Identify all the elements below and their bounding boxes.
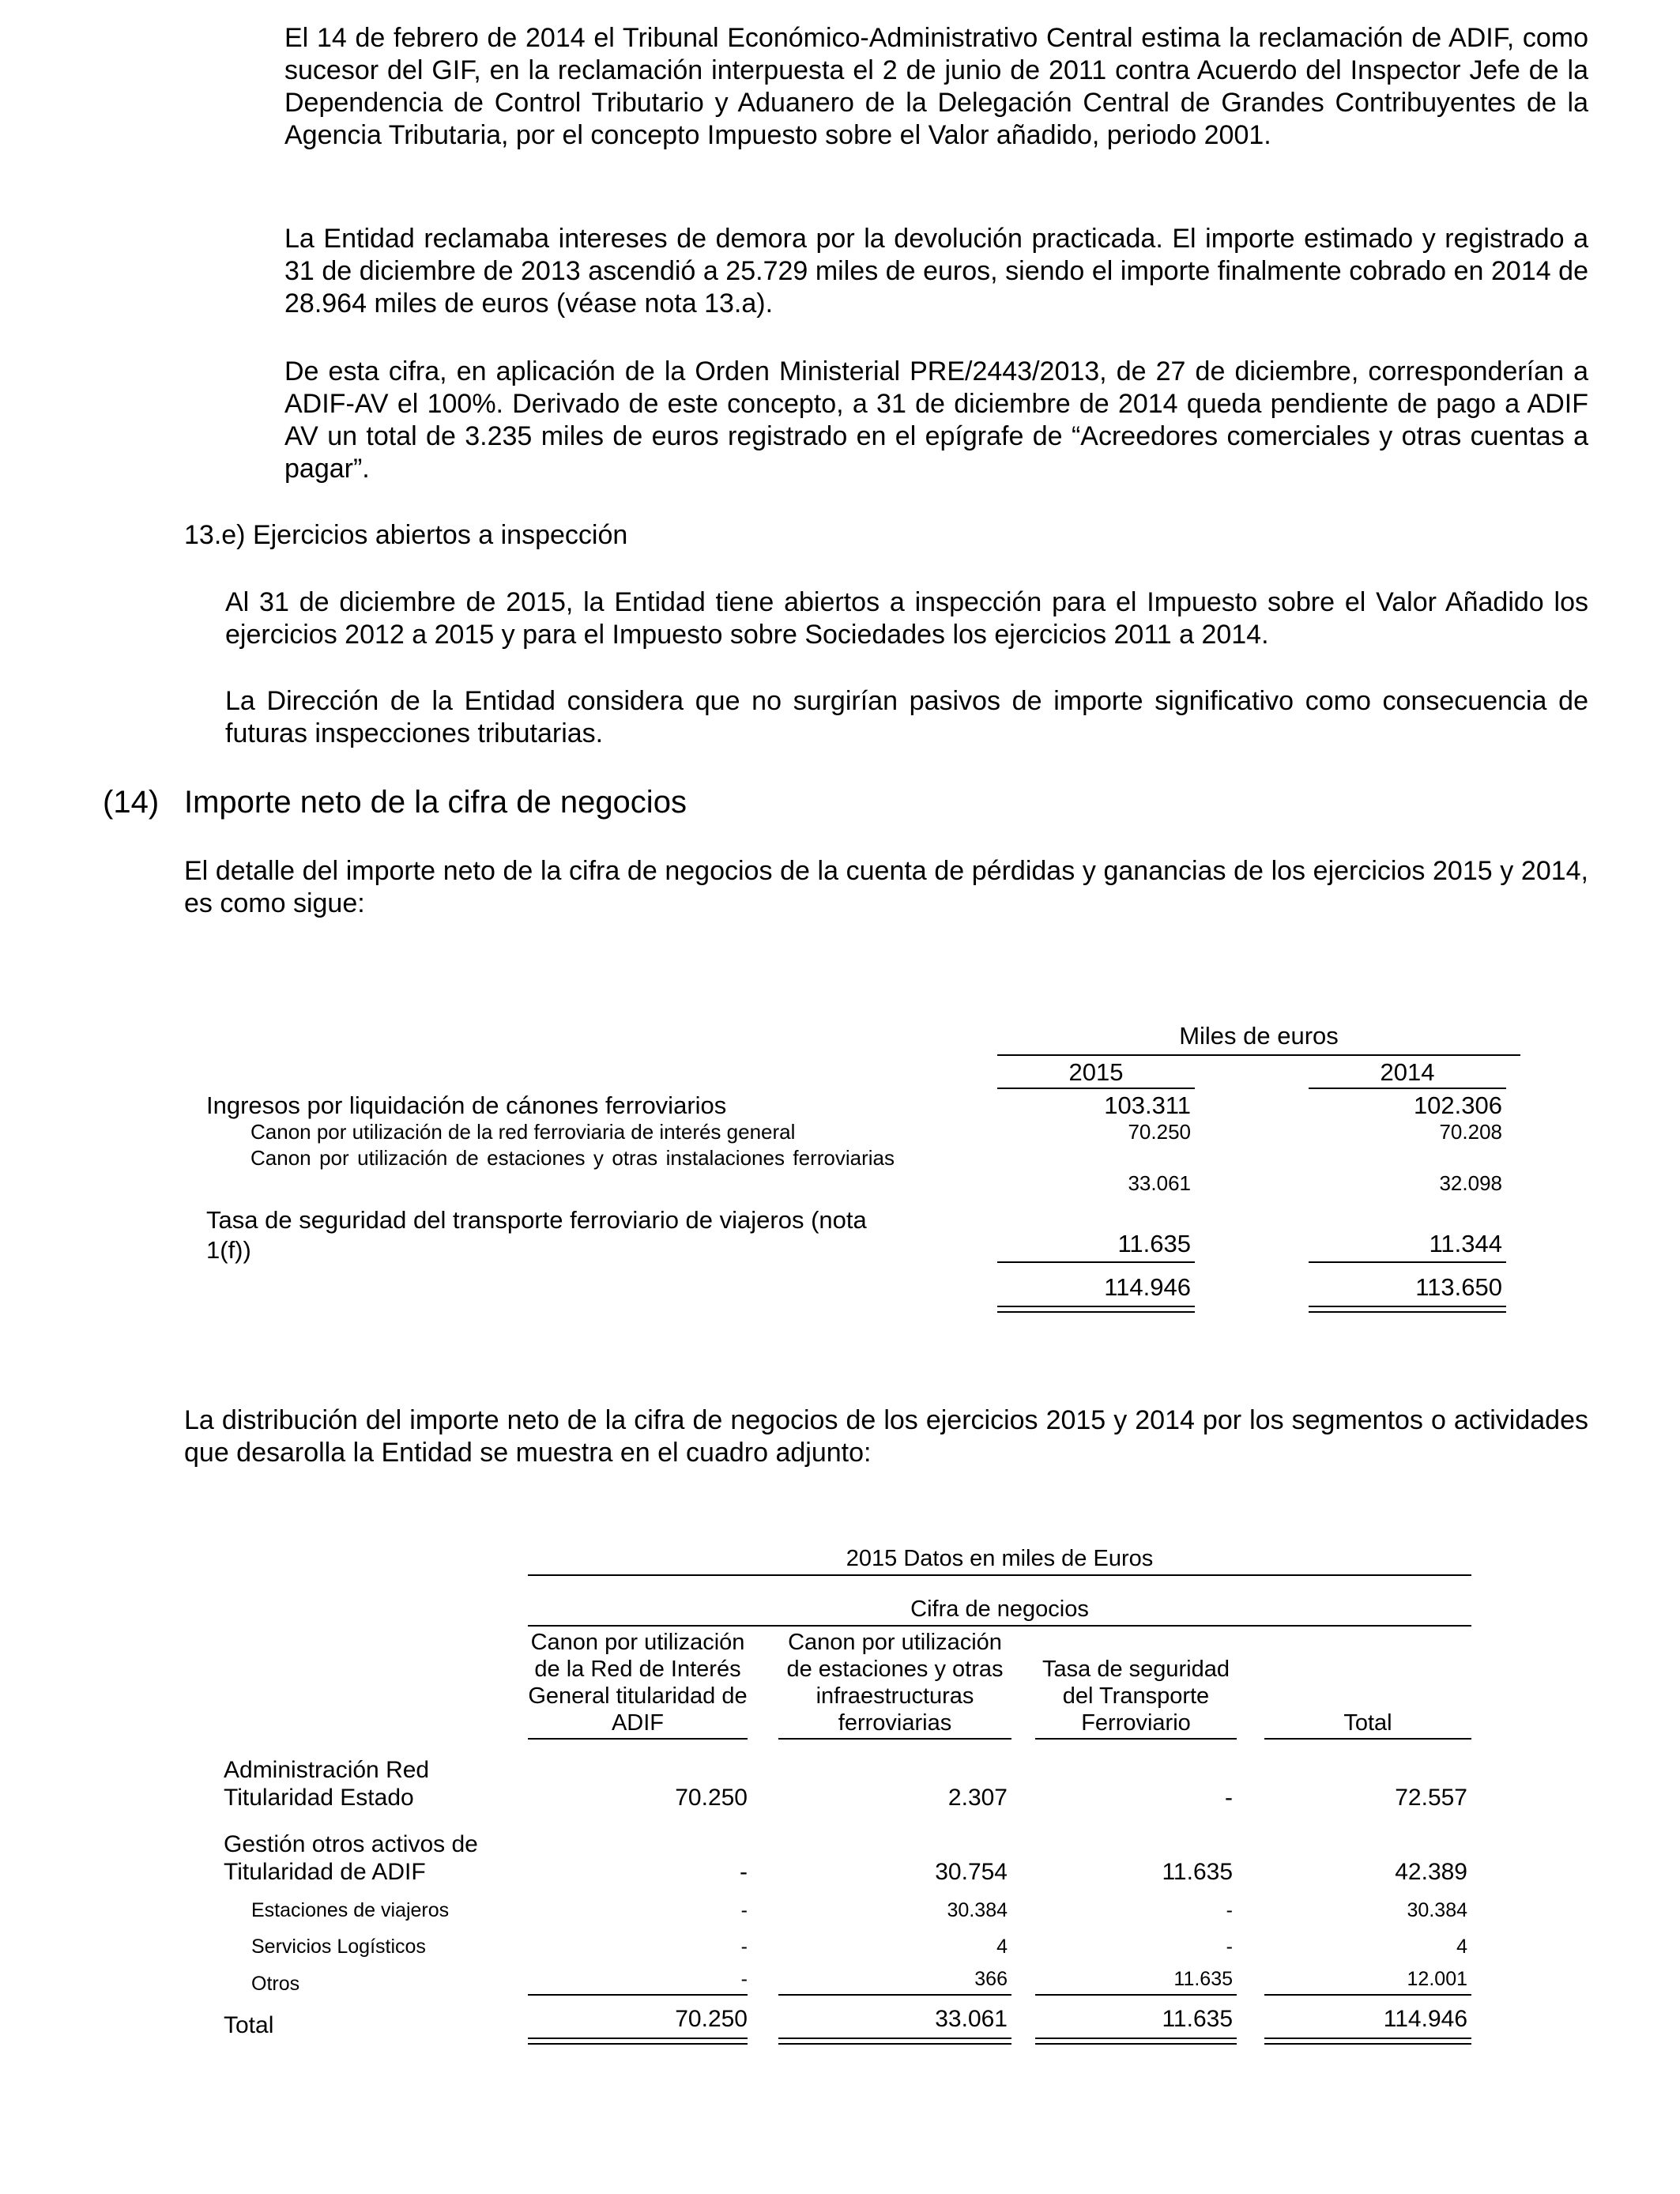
cell-value: 4: [996, 1936, 1008, 1958]
row-label-passenger-stations: Estaciones de viajeros: [251, 1899, 450, 1921]
paragraph-teac-resolution: El 14 de febrero de 2014 el Tribunal Económico-Administrativo Central estima la reclamación de ADIF, como sucesor del GIF, en la reclamación interpuesta el 2 de junio de 2011 contra Acuerdo del Inspector Jefe de la Dependencia de Control Tributario y Aduanero de la Delegación Central de Grandes Contribuyentes de la Agencia Tributaria, por el concepto Impuesto sobre el Valor añadido, periodo 2001.: [284, 23, 1588, 150]
row-label-stations-canon: Canon por utilización de estaciones y otras instalaciones ferroviarias: [250, 1146, 895, 1170]
header-rule: [997, 1054, 1520, 1056]
total-2015: 114.946: [1104, 1273, 1191, 1301]
column-header-2014: 2014: [1380, 1058, 1435, 1086]
paragraph-open-years: Al 31 de diciembre de 2015, la Entidad tiene abiertos a inspección para el Impuesto sobre el Valor Añadido los ejercicios 2012 a 2015 y para el Impuesto sobre Sociedades los ejercicios 2011 a 2014.: [225, 587, 1588, 650]
group-rule: [528, 1625, 1471, 1627]
value-2014: 102.306: [1413, 1091, 1502, 1119]
cell-value: 30.754: [935, 1859, 1008, 1885]
value-2015: 103.311: [1104, 1091, 1191, 1119]
total-double-rule-2014: [1309, 1306, 1506, 1313]
value-2014: 70.208: [1439, 1120, 1502, 1144]
cell-value: 2.307: [947, 1785, 1008, 1811]
total-double-rule-2015: [997, 1306, 1195, 1313]
cell-value: -: [1225, 1785, 1233, 1811]
value-2014: 32.098: [1439, 1171, 1502, 1195]
cell-value: 30.384: [1407, 1899, 1467, 1921]
row-label-red-canon: Canon por utilización de la red ferroviaria de interés general: [250, 1120, 796, 1144]
total-double-rule: [1264, 2038, 1471, 2045]
total-2014: 113.650: [1415, 1273, 1502, 1301]
cell-value: 4: [1456, 1936, 1467, 1958]
subtotal-rule: [1035, 1994, 1237, 1996]
total-value: 11.635: [1162, 2006, 1233, 2032]
subtotal-rule-2014: [1309, 1261, 1506, 1263]
paragraph-segment-intro: La distribución del importe neto de la cifra de negocios de los ejercicios 2015 y 2014 por los segmentos o actividades que desarolla la Entidad se muestra en el cuadro adjunto:: [184, 1405, 1588, 1468]
subtotal-rule: [528, 1994, 748, 1996]
column-rule-2014: [1309, 1088, 1506, 1089]
section-heading-13e: 13.e) Ejercicios abiertos a inspección: [184, 520, 628, 550]
cell-value: -: [740, 1859, 748, 1885]
value-2015: 11.635: [1117, 1230, 1191, 1257]
column-header-2015: 2015: [1068, 1058, 1124, 1086]
cell-value: 70.250: [675, 1785, 748, 1811]
column-rule: [1035, 1738, 1237, 1740]
column-header-stations-canon: Canon por utilización de estaciones y otras infraestructuras ferroviarias: [786, 1630, 1004, 1736]
column-rule: [778, 1738, 1011, 1740]
row-label-cannons: Ingresos por liquidación de cánones ferroviarios: [206, 1091, 727, 1119]
paragraph-late-interest: La Entidad reclamaba intereses de demora por la devolución practicada. El importe estimado y registrado a 31 de diciembre de 2013 ascendió a 25.729 miles de euros, siendo el importe finalmente cobrado en 2014 de 28.964 miles de euros (véase nota 13.a).: [284, 224, 1588, 319]
title-rule: [528, 1574, 1471, 1576]
cell-value: 42.389: [1395, 1859, 1467, 1885]
subtotal-rule: [1264, 1994, 1471, 1996]
row-label-safety-fee: Tasa de seguridad del transporte ferroviario de viajeros (nota 1(f)): [206, 1206, 867, 1264]
cell-value: 72.557: [1395, 1785, 1467, 1811]
total-double-rule: [528, 2038, 748, 2045]
cell-value: 366: [974, 1968, 1008, 1990]
cell-value: -: [1226, 1899, 1233, 1921]
paragraph-no-liabilities: La Dirección de la Entidad considera que no surgirían pasivos de importe significativo como consecuencia de futuras inspecciones tributarias.: [225, 686, 1588, 748]
cell-value: 12.001: [1407, 1968, 1467, 1990]
value-2015: 33.061: [1128, 1171, 1191, 1195]
total-double-rule: [1035, 2038, 1237, 2045]
row-label-other-assets: Gestión otros activos de Titularidad de ADIF: [224, 1831, 478, 1885]
unit-header: Miles de euros: [1179, 1022, 1339, 1050]
row-label-logistics: Servicios Logísticos: [251, 1936, 426, 1958]
cell-value: 30.384: [947, 1899, 1008, 1921]
total-value: 70.250: [675, 2006, 748, 2032]
cell-value: -: [1226, 1936, 1233, 1958]
value-2015: 70.250: [1128, 1120, 1191, 1144]
paragraph-revenue-detail-intro: El detalle del importe neto de la cifra de negocios de la cuenta de pérdidas y ganancias de los ejercicios 2015 y 2014, es como sigue:: [184, 856, 1588, 918]
row-label-others: Otros: [251, 1973, 300, 1995]
row-label-state-network: Administración Red Titularidad Estado: [224, 1757, 430, 1811]
column-header-total: Total: [1343, 1710, 1392, 1736]
value-2014: 11.344: [1429, 1230, 1502, 1257]
row-label-total: Total: [224, 2012, 274, 2038]
cell-value: -: [740, 1899, 748, 1921]
total-value: 114.946: [1383, 2006, 1467, 2032]
table-title: 2015 Datos en miles de Euros: [846, 1546, 1154, 1571]
column-header-safety-fee: Tasa de seguridad del Transporte Ferroviario: [1042, 1657, 1230, 1736]
column-rule: [1264, 1738, 1471, 1740]
cell-value: -: [740, 1968, 748, 1990]
subtotal-rule-2015: [997, 1261, 1195, 1263]
subtotal-rule: [778, 1994, 1011, 1996]
group-header: Cifra de negocios: [910, 1596, 1089, 1622]
column-header-red-canon: Canon por utilización de la Red de Interés General titularidad de ADIF: [528, 1630, 748, 1736]
total-value: 33.061: [935, 2006, 1008, 2032]
section-number-14: (14): [103, 785, 160, 820]
cell-value: 11.635: [1173, 1968, 1233, 1990]
column-rule: [528, 1738, 748, 1740]
section-title-14: Importe neto de la cifra de negocios: [184, 785, 687, 820]
paragraph-adif-av-payable: De esta cifra, en aplicación de la Orden Ministerial PRE/2443/2013, de 27 de diciembre, corresponderían a ADIF-AV el 100%. Derivado de este concepto, a 31 de diciembre de 2014 queda pendiente de pago a ADIF AV un total de 3.235 miles de euros registrado en el epígrafe de “Acreedores comerciales y otras cuentas a pagar”.: [284, 356, 1588, 484]
cell-value: -: [740, 1936, 748, 1958]
column-rule-2015: [997, 1088, 1195, 1089]
total-double-rule: [778, 2038, 1011, 2045]
cell-value: 11.635: [1162, 1859, 1233, 1885]
